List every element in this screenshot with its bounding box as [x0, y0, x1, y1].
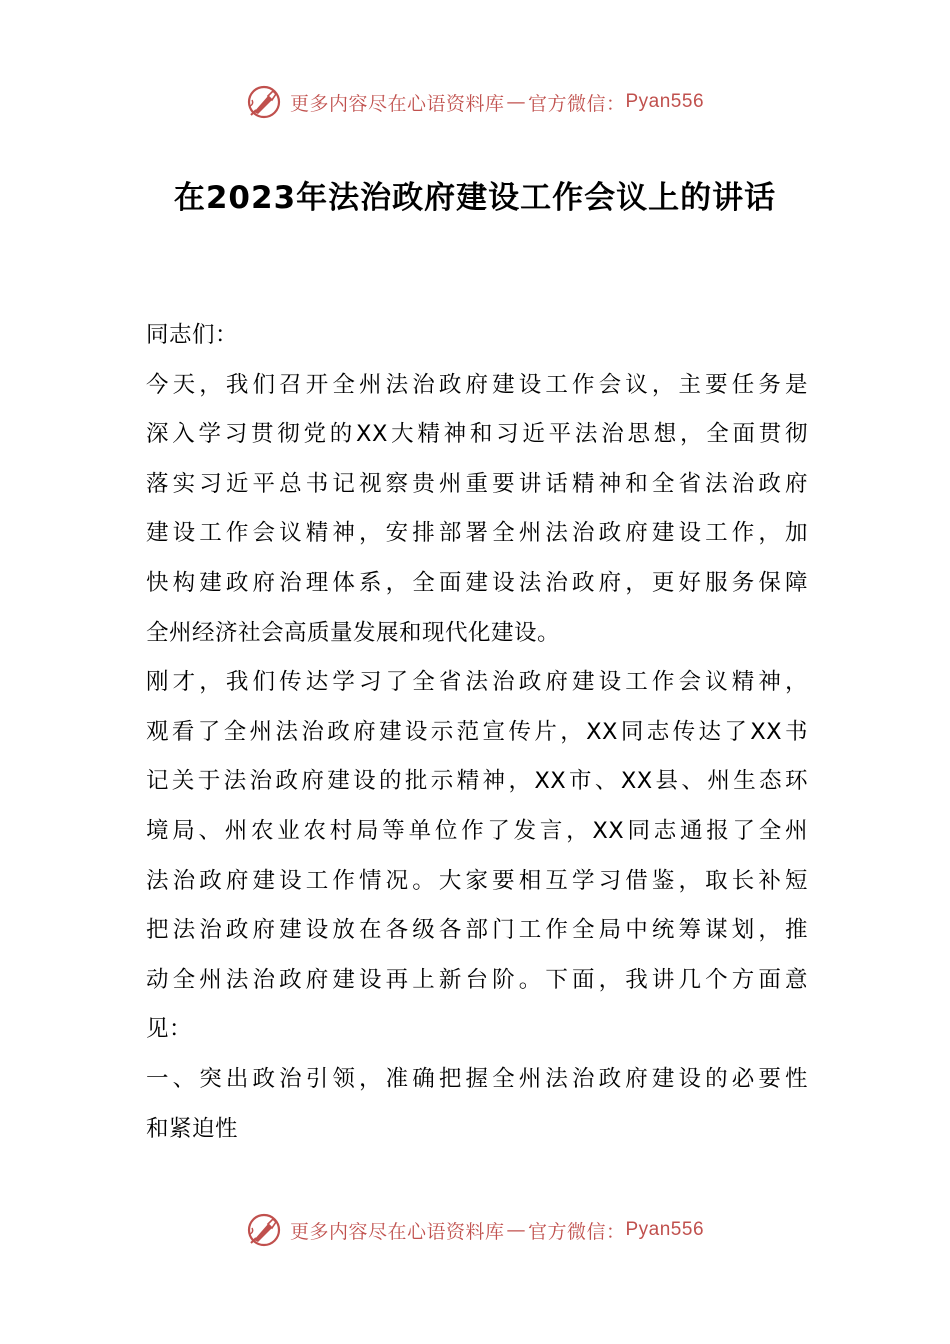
watermark-main-text: 更多内容尽在心语资料库: [289, 1220, 505, 1243]
watermark-main-text: 更多内容尽在心语资料库: [289, 92, 505, 115]
body-line: 快构建政府治理体系，全面建设法治政府，更好服务保障: [146, 569, 808, 596]
body-line: 同志们：: [146, 322, 239, 348]
pen-nib-logo-icon: [246, 84, 282, 120]
watermark-banner-top: [0, 80, 950, 124]
watermark-separator: —: [506, 1219, 526, 1241]
body-line: 和紧迫性: [146, 1115, 239, 1142]
document-title: 在2023年法治政府建设工作会议上的讲话: [173, 180, 777, 216]
watermark-handle: Pyan556: [625, 1219, 705, 1240]
body-line: 建设工作会议精神，安排部署全州法治政府建设工作，加: [146, 520, 808, 547]
body-line: 观看了全州法治政府建设示范宣传片，XX同志传达了XX书: [146, 718, 808, 745]
pen-nib-logo-icon: [246, 1212, 282, 1248]
document-body: [146, 311, 808, 1154]
body-line: 动全州法治政府建设再上新台阶。下面，我讲几个方面意: [146, 966, 808, 993]
body-line: 记关于法治政府建设的批示精神，XX市、XX县、州生态环: [146, 768, 808, 795]
body-line: 境局、州农业农村局等单位作了发言，XX同志通报了全州: [146, 817, 808, 844]
watermark-separator: —: [506, 91, 526, 113]
body-line: 法治政府建设工作情况。大家要相互学习借鉴，取长补短: [146, 867, 808, 894]
body-line: 深入学习贯彻党的XX大精神和习近平法治思想，全面贯彻: [146, 421, 808, 448]
body-line: 落实习近平总书记视察贵州重要讲话精神和全省法治政府: [146, 470, 808, 497]
body-line: 把法治政府建设放在各级各部门工作全局中统筹谋划，推: [146, 917, 808, 944]
watermark-banner-bottom: [0, 1208, 950, 1252]
body-line: 刚才，我们传达学习了全省法治政府建设工作会议精神，: [146, 669, 808, 696]
body-line: 全州经济社会高质量发展和现代化建设。: [146, 619, 561, 646]
watermark-label: 官方微信：: [527, 92, 626, 115]
watermark-label: 官方微信：: [527, 1220, 626, 1243]
body-line: 一、突出政治引领，准确把握全州法治政府建设的必要性: [146, 1065, 808, 1092]
watermark-handle: Pyan556: [625, 91, 705, 112]
body-line: 今天，我们召开全州法治政府建设工作会议，主要任务是: [146, 371, 808, 398]
body-line: 见：: [146, 1016, 193, 1043]
